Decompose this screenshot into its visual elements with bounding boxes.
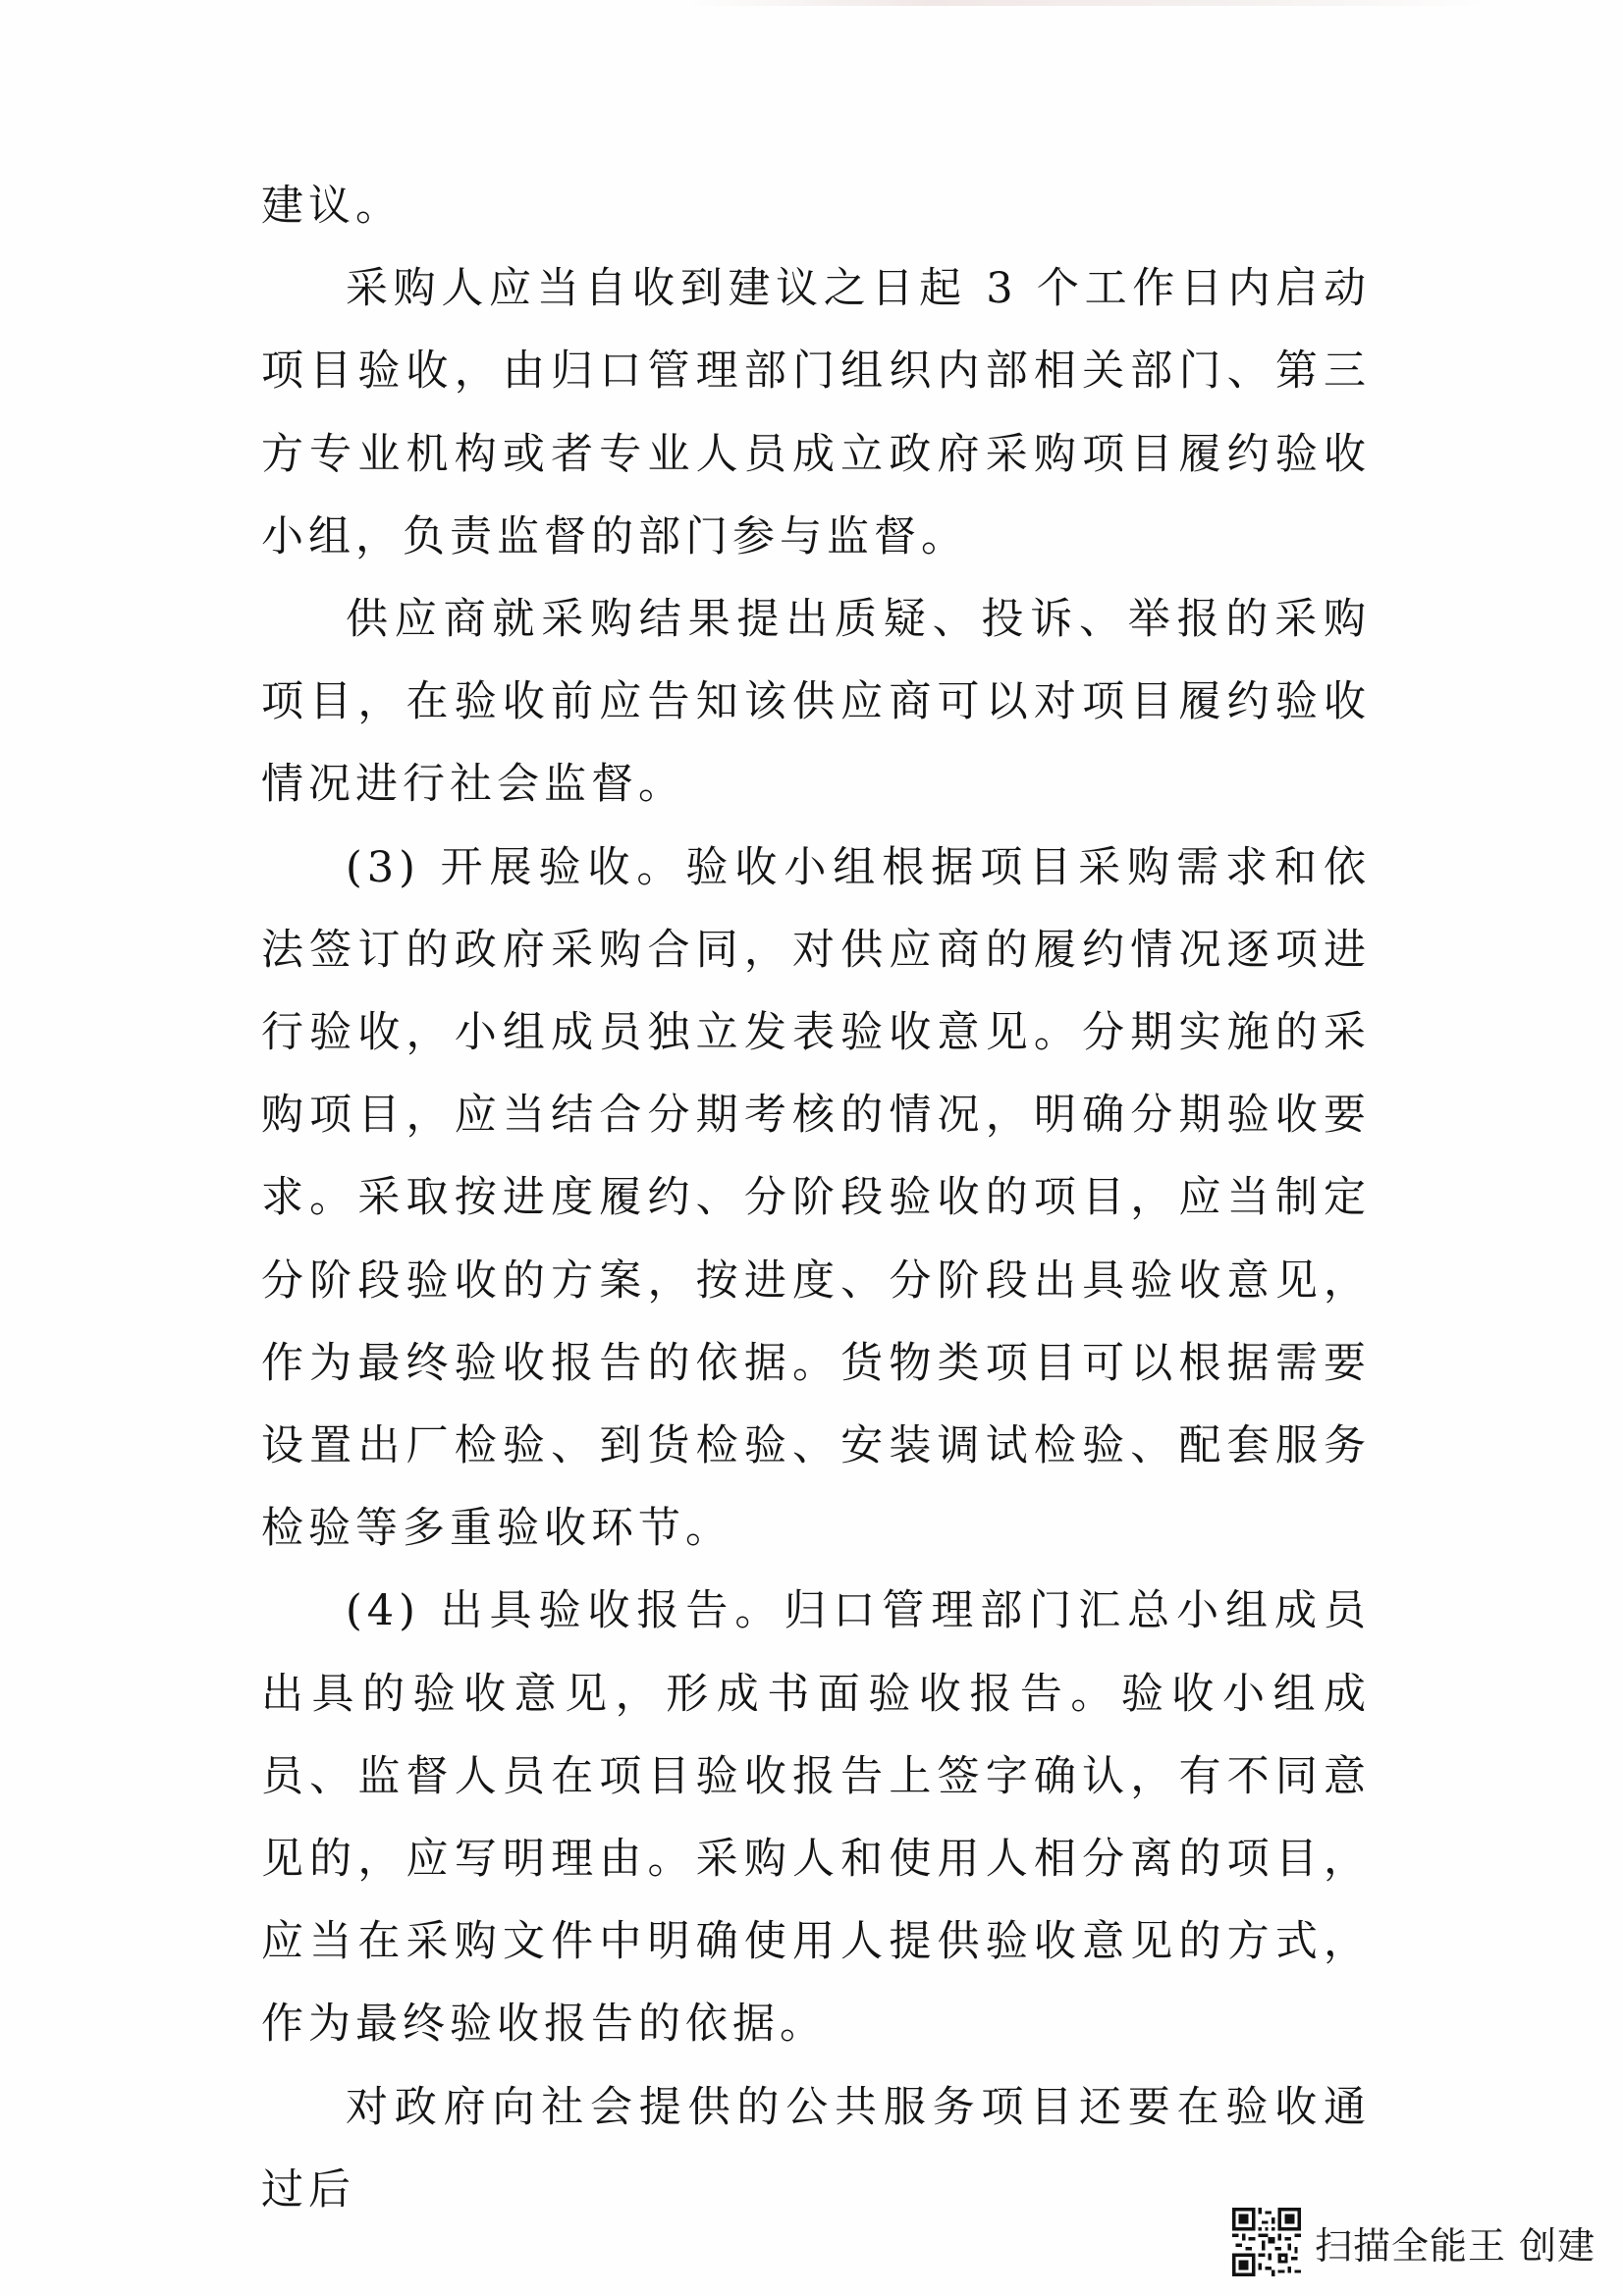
paragraph-public-service: 对政府向社会提供的公共服务项目还要在验收通过后: [261, 2082, 1371, 2215]
qr-code-icon: [1232, 2208, 1301, 2276]
document-body: [261, 165, 1371, 2231]
scanner-watermark-label: 扫描全能王 创建: [1315, 2223, 1596, 2268]
paragraph-continuation: 建议。: [261, 182, 403, 231]
paragraph-supplier-supervision: 供应商就采购结果提出质疑、投诉、举报的采购项目，在验收前应告知该供应商可以对项目履约验收情况进行社会监督。: [261, 595, 1371, 810]
paragraph-item-4-acceptance-report: (4) 出具验收报告。归口管理部门汇总小组成员出具的验收意见，形成书面验收报告。验收小组成员、监督人员在项目验收报告上签字确认，有不同意见的，应写明理由。采购人和使用人相分离的项目，应当在采购文件中明确使用人提供验收意见的方式，作为最终验收报告的依据。: [261, 1586, 1371, 2050]
scanner-watermark: [1232, 2207, 1596, 2277]
paragraph-acceptance-start: 采购人应当自收到建议之日起 3 个工作日内启动项目验收，由归口管理部门组织内部相关部门、第三方专业机构或者专业人员成立政府采购项目履约验收小组，负责监督的部门参与监督。: [261, 264, 1371, 561]
scan-edge-artifact: [687, 0, 1492, 6]
paragraph-item-3-conduct-acceptance: (3) 开展验收。验收小组根据项目采购需求和依法签订的政府采购合同，对供应商的履约情况逐项进行验收，小组成员独立发表验收意见。分期实施的采购项目，应当结合分期考核的情况，明确分期验收要求。采取按进度履约、分阶段验收的项目，应当制定分阶段验收的方案，按进度、分阶段出具验收意见，作为最终验收报告的依据。货物类项目可以根据需要设置出厂检验、到货检验、安装调试检验、配套服务检验等多重验收环节。: [261, 842, 1371, 1554]
